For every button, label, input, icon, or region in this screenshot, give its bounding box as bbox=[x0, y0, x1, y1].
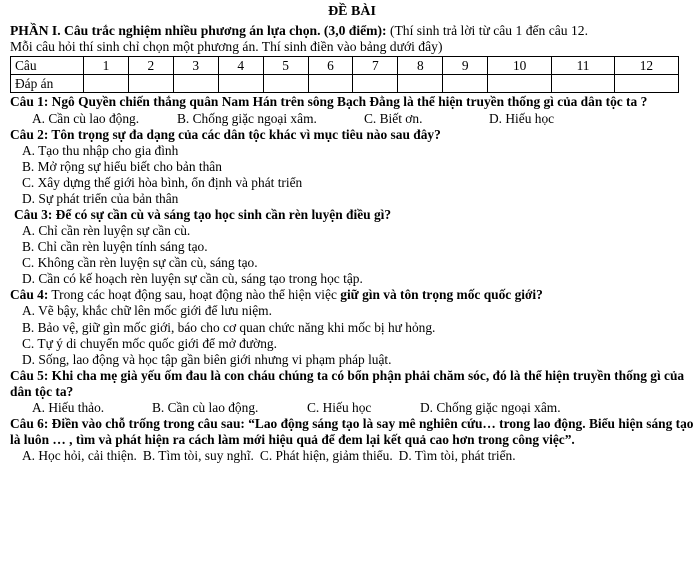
answer-table bbox=[10, 56, 679, 93]
question-6-option-c[interactable]: C. Phát hiện, giảm thiểu. bbox=[259, 448, 393, 464]
question-4 bbox=[10, 287, 694, 303]
answer-table-number: 3 bbox=[173, 57, 218, 75]
question-2-option-b[interactable]: B. Mở rộng sự hiểu biết cho bản thân bbox=[22, 158, 222, 174]
question-1-options bbox=[32, 111, 694, 127]
question-2-label: Câu 2: bbox=[10, 126, 49, 142]
question-3-label: Câu 3: bbox=[14, 206, 53, 222]
question-2-option-d[interactable]: D. Sự phát triển của bản thân bbox=[22, 190, 179, 206]
question-2 bbox=[10, 127, 694, 143]
question-6-option-d[interactable]: D. Tìm tòi, phát triển. bbox=[398, 448, 516, 464]
answer-table-number: 8 bbox=[398, 57, 443, 75]
answer-table-number: 6 bbox=[308, 57, 353, 75]
question-4-option-d[interactable]: D. Sống, lao động và học tập gần biên giới nhưng vi phạm pháp luật. bbox=[22, 351, 392, 367]
question-3-option-c[interactable]: C. Không cần rèn luyện sự cần cù, sáng tạo. bbox=[22, 255, 258, 271]
exam-page bbox=[10, 4, 694, 464]
exam-title: ĐỀ BÀI bbox=[328, 4, 376, 19]
answer-cell[interactable] bbox=[218, 75, 263, 93]
question-4-option-a[interactable]: A. Vẽ bậy, khắc chữ lên mốc giới để lưu niệm. bbox=[22, 303, 272, 319]
part1-instructions bbox=[10, 23, 694, 39]
question-1 bbox=[10, 94, 694, 110]
answer-cell[interactable] bbox=[443, 75, 488, 93]
answer-cell[interactable] bbox=[84, 75, 129, 93]
answer-table-number: 1 bbox=[84, 57, 129, 75]
question-5 bbox=[10, 368, 694, 400]
answer-cell[interactable] bbox=[173, 75, 218, 93]
question-3-text: Để có sự cần cù và sáng tạo học sinh cần rèn luyện điều gì? bbox=[52, 206, 392, 222]
answer-cell[interactable] bbox=[398, 75, 443, 93]
question-6-text: Điền vào chỗ trống trong câu sau: “Lao động sáng tạo là say mê nghiên cứu… trong lao động. Biểu hiện sáng tạo là luôn … , tìm và phát hiện ra cách làm mới hiệu quả để đem lại kết quả cao hơn trong công việc”. bbox=[10, 415, 694, 448]
answer-cell[interactable] bbox=[353, 75, 398, 93]
question-6-label: Câu 6: bbox=[10, 415, 49, 431]
question-4-text: Trong các hoạt động sau, hoạt động nào thể hiện việc bbox=[48, 287, 341, 303]
question-3-option-b[interactable]: B. Chỉ cần rèn luyện tính sáng tạo. bbox=[22, 239, 208, 255]
question-1-option-c[interactable]: C. Biết ơn. bbox=[364, 110, 423, 126]
answer-table-number: 10 bbox=[488, 57, 552, 75]
answer-table-number: 4 bbox=[218, 57, 263, 75]
question-1-option-b[interactable]: B. Chống giặc ngoại xâm. bbox=[177, 110, 317, 126]
question-1-option-a[interactable]: A. Cần cù lao động. bbox=[32, 110, 140, 126]
question-1-option-d[interactable]: D. Hiếu học bbox=[489, 110, 555, 126]
answer-table-number: 12 bbox=[614, 57, 678, 75]
answer-table-row2-label: Đáp án bbox=[11, 75, 84, 93]
answer-cell[interactable] bbox=[263, 75, 308, 93]
question-6-options bbox=[22, 448, 694, 464]
answer-cell[interactable] bbox=[552, 75, 615, 93]
question-5-option-a[interactable]: A. Hiếu thảo. bbox=[32, 399, 105, 415]
question-5-label: Câu 5: bbox=[10, 367, 49, 383]
question-5-option-d[interactable]: D. Chống giặc ngoại xâm. bbox=[420, 399, 561, 415]
answer-cell[interactable] bbox=[488, 75, 552, 93]
question-1-text: Ngô Quyền chiến thắng quân Nam Hán trên sông Bạch Đằng là thể hiện truyền thống gì của dân tộc ta ? bbox=[48, 94, 648, 110]
question-3-option-d[interactable]: D. Cần có kế hoạch rèn luyện sự cần cù, sáng tạo trong học tập. bbox=[22, 271, 363, 287]
answer-table-number: 9 bbox=[443, 57, 488, 75]
answer-cell[interactable] bbox=[614, 75, 678, 93]
answer-table-answer-row bbox=[11, 75, 679, 93]
answer-table-number: 2 bbox=[128, 57, 173, 75]
question-6-option-b[interactable]: B. Tìm tòi, suy nghĩ. bbox=[142, 448, 254, 464]
question-2-text: Tôn trọng sự đa dạng của các dân tộc khác vì mục tiêu nào sau đây? bbox=[48, 126, 441, 142]
part1-text-line1: (Thí sinh trả lời từ câu 1 đến câu 12. bbox=[386, 22, 588, 38]
answer-table-row1-label: Câu bbox=[11, 57, 84, 75]
question-2-option-c[interactable]: C. Xây dựng thế giới hòa bình, ổn định và phát triển bbox=[22, 174, 303, 190]
question-4-option-b[interactable]: B. Bảo vệ, giữ gìn mốc giới, báo cho cơ quan chức năng khi mốc bị hư hỏng. bbox=[22, 319, 436, 335]
question-4-label: Câu 4: bbox=[10, 287, 49, 303]
question-2-option-a[interactable]: A. Tạo thu nhập cho gia đình bbox=[22, 142, 179, 158]
answer-table-number: 11 bbox=[552, 57, 615, 75]
answer-cell[interactable] bbox=[128, 75, 173, 93]
question-6 bbox=[10, 416, 694, 448]
question-3-option-a[interactable]: A. Chỉ cần rèn luyện sự cần cù. bbox=[22, 223, 191, 239]
answer-table-number: 5 bbox=[263, 57, 308, 75]
question-5-options bbox=[32, 400, 694, 416]
question-6-option-a[interactable]: A. Học hỏi, cải thiện. bbox=[22, 448, 137, 464]
question-1-label: Câu 1: bbox=[10, 94, 49, 110]
part1-text-line2: Mỗi câu hỏi thí sinh chỉ chọn một phương án. Thí sinh điền vào bảng dưới đây) bbox=[10, 39, 443, 55]
question-5-option-c[interactable]: C. Hiếu học bbox=[307, 399, 372, 415]
question-4-option-c[interactable]: C. Tự ý di chuyển mốc quốc giới để mở đường. bbox=[22, 335, 277, 351]
answer-table-header-row bbox=[11, 57, 679, 75]
question-5-text: Khi cha mẹ già yếu ốm đau là con cháu chúng ta có bổn phận phải chăm sóc, đó là thể hiện truyền thống gì của dân tộc ta? bbox=[10, 367, 685, 399]
question-5-option-b[interactable]: B. Cần cù lao động. bbox=[152, 399, 259, 415]
answer-cell[interactable] bbox=[308, 75, 353, 93]
question-3 bbox=[14, 207, 694, 223]
answer-table-number: 7 bbox=[353, 57, 398, 75]
question-4-text-bold: giữ gìn và tôn trọng mốc quốc giới? bbox=[340, 287, 543, 303]
part1-heading: PHẦN I. Câu trắc nghiệm nhiều phương án lựa chọn. (3,0 điểm): bbox=[10, 22, 387, 38]
